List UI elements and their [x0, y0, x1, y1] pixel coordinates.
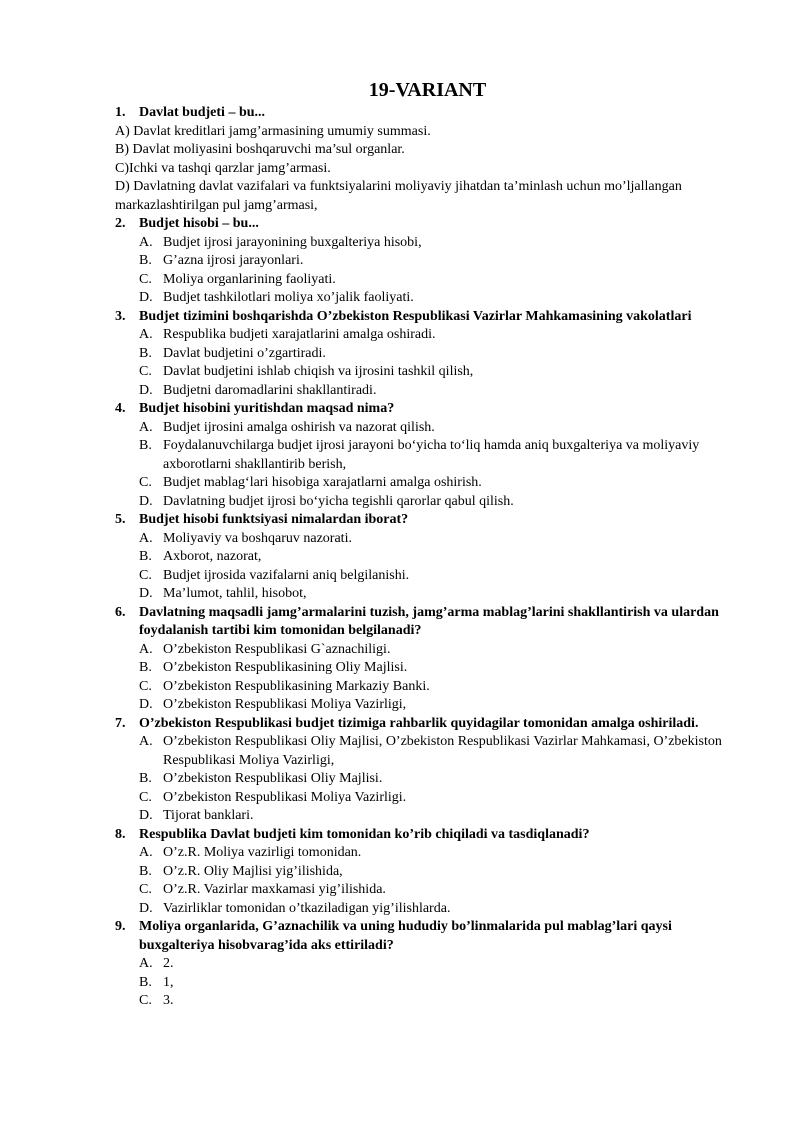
answer-option [139, 382, 740, 401]
option-text: O’zbekiston Respublikasining Markaziy Banki. [163, 678, 430, 694]
answer-option [139, 807, 740, 826]
option-text: Budjet ijrosini amalga oshirish va nazorat qilish. [163, 419, 435, 435]
option-letter: B. [139, 660, 152, 675]
question-label: Budjet tizimini boshqarishda O’zbekiston Respublikasi Vazirlar Mahkamasining vakolatlari [139, 308, 692, 324]
question-7 [115, 715, 740, 826]
option-text: O’z.R. Oliy Majlisi yig’ilishida, [163, 863, 343, 879]
option-letter: A. [139, 327, 153, 342]
option-text: O’zbekiston Respublikasi Oliy Majlisi, O’zbekiston Respublikasi Vazirlar Mahkamasi, O’zbekiston Respublikasi Moliya Vazirligi, [163, 734, 722, 768]
question-9 [115, 918, 740, 1011]
answer-option [139, 326, 740, 345]
option-letter: B. [139, 549, 152, 564]
option-letter: C. [139, 364, 152, 379]
answer-option [139, 345, 740, 364]
option-letter: A. [139, 845, 153, 860]
answer-option [139, 548, 740, 567]
option-letter: C. [139, 271, 152, 287]
question-label: Davlat budjeti – bu... [139, 105, 266, 120]
option-letter: B. [139, 253, 152, 268]
answer-option [139, 289, 740, 308]
option-letter: C. [139, 993, 152, 1008]
option-letter: C. [139, 789, 152, 805]
answer-option: D) Davlatning davlat vazifalari va funktsiyalarini moliyaviy jihatdan ta’minlash uchun mo’ljallangan markazlashtirilgan pul jamg’armasi, [115, 179, 682, 213]
option-text: G’azna ijrosi jarayonlari. [163, 253, 304, 268]
option-text: Budjet ijrosi jarayonining buxgalteriya hisobi, [163, 234, 422, 250]
question-text [115, 826, 740, 845]
option-letter: A. [139, 956, 153, 971]
answer-options [139, 733, 740, 826]
page-title: 19-VARIANT [368, 79, 487, 101]
option-text: O’zbekiston Respublikasi G`aznachiligi. [163, 641, 391, 657]
option-letter: A. [139, 234, 153, 250]
option-letter: D. [139, 808, 153, 823]
option-text: Davlat budjetini ishlab chiqish va ijrosini tashkil qilish, [163, 364, 474, 379]
option-letter: C. [139, 567, 152, 583]
answer-option [139, 992, 740, 1011]
question-label: Budjet hisobi funktsiyasi nimalardan iborat? [139, 512, 409, 527]
answer-option [139, 881, 740, 900]
option-text: Foydalanuvchilarga budjet ijrosi jarayoni bo‘yicha to‘liq hamda aniq buxgalteriya va moliyaviy axborotlarni shakllantirib berish, [163, 438, 700, 472]
answer-option [139, 234, 740, 253]
question-number: 7. [115, 715, 126, 731]
option-letter: B. [139, 863, 152, 879]
question-5 [115, 511, 740, 604]
option-text: Respublika budjeti xarajatlarini amalga oshiradi. [163, 327, 436, 342]
answer-option [139, 955, 740, 974]
question-6 [115, 604, 740, 715]
answer-option [139, 974, 740, 993]
answer-option [139, 252, 740, 271]
answer-option [139, 271, 740, 290]
answer-option [139, 530, 740, 549]
answer-option [139, 696, 740, 715]
question-label: Budjet hisobini yuritishdan maqsad nima? [139, 401, 395, 416]
option-text: Davlat budjetini o’zgartiradi. [163, 345, 326, 361]
option-letter: D. [139, 382, 153, 398]
option-text: 2. [163, 956, 174, 971]
answer-options [139, 326, 740, 400]
answer-option: C)Ichki va tashqi qarzlar jamg’armasi. [115, 160, 331, 176]
answer-option [139, 419, 740, 438]
option-text: Budjet mablag‘lari hisobiga xarajatlarni amalga oshirish. [163, 475, 482, 490]
question-number: 9. [115, 919, 126, 934]
option-text: O’z.R. Vazirlar maxkamasi yig’ilishida. [163, 882, 386, 897]
question-list [115, 215, 740, 1011]
answer-option [139, 659, 740, 678]
option-text: O’zbekiston Respublikasi Moliya Vazirligi. [163, 789, 407, 805]
answer-options [139, 955, 740, 1011]
option-letter: D. [139, 586, 153, 601]
answer-option [139, 789, 740, 808]
question-8 [115, 826, 740, 919]
question-text [115, 715, 740, 734]
answer-option [139, 641, 740, 660]
option-text: Moliyaviy va boshqaruv nazorati. [163, 530, 352, 546]
question-label: Davlatning maqsadli jamg’armalarini tuzish, jamg’arma mablag’larini shakllantirish va ulardan foydalanish tartibi kim tomonidan belgilanadi? [139, 604, 719, 638]
option-letter: C. [139, 678, 152, 694]
answer-options [139, 844, 740, 918]
question-2 [115, 215, 740, 308]
question-1 [115, 104, 740, 215]
option-text: Vazirliklar tomonidan o’tkaziladigan yig’ilishlarda. [163, 900, 451, 916]
option-letter: B. [139, 974, 152, 990]
answer-options [139, 641, 740, 715]
option-letter: A. [139, 734, 153, 749]
question-number: 1. [115, 105, 126, 120]
option-text: Moliya organlarining faoliyati. [163, 271, 336, 287]
answer-option [139, 770, 740, 789]
option-text: 3. [163, 993, 174, 1008]
question-3 [115, 308, 740, 401]
answer-option [139, 678, 740, 697]
question-4 [115, 400, 740, 511]
answer-option [139, 585, 740, 604]
answer-option: A) Davlat kreditlari jamg’armasining umumiy summasi. [115, 123, 431, 139]
option-text: Axborot, nazorat, [163, 549, 262, 564]
question-number: 2. [115, 216, 126, 231]
option-letter: A. [139, 419, 153, 435]
question-label: Respublika Davlat budjeti kim tomonidan ko’rib chiqiladi va tasdiqlanadi? [139, 826, 590, 842]
question-label: Moliya organlarida, G’aznachilik va uning hududiy bo’linmalarida pul mablag’lari qaysi buxgalteriya hisobvarag’ida aks ettiriladi? [139, 919, 672, 953]
answer-option [139, 567, 740, 586]
option-letter: B. [139, 771, 152, 786]
option-letter: D. [139, 900, 153, 916]
question-number: 3. [115, 308, 126, 324]
answer-option [139, 733, 740, 770]
answer-option [139, 474, 740, 493]
question-text [115, 308, 740, 327]
option-letter: B. [139, 438, 152, 453]
question-text [115, 400, 740, 419]
question-text [115, 104, 740, 123]
answer-options [139, 419, 740, 512]
option-text: Ma’lumot, tahlil, hisobot, [163, 586, 307, 601]
question-label: Budjet hisobi – bu... [139, 216, 259, 231]
option-letter: D. [139, 697, 153, 712]
option-text: Budjet tashkilotlari moliya xo’jalik faoliyati. [163, 290, 414, 305]
option-text: Tijorat banklari. [163, 808, 254, 823]
question-label: O’zbekiston Respublikasi budjet tizimiga rahbarlik quyidagilar tomonidan amalga oshiriladi. [139, 715, 699, 731]
answer-options [139, 530, 740, 604]
option-letter: A. [139, 641, 153, 657]
option-letter: D. [139, 493, 153, 509]
question-number: 4. [115, 401, 126, 416]
option-letter: A. [139, 530, 153, 546]
answer-option [139, 493, 740, 512]
option-text: 1, [163, 974, 174, 990]
question-text [115, 918, 740, 955]
question-number: 6. [115, 604, 126, 620]
question-text [115, 511, 740, 530]
question-number: 5. [115, 512, 126, 527]
answer-option: B) Davlat moliyasini boshqaruvchi ma’sul organlar. [115, 142, 405, 157]
answer-option [139, 844, 740, 863]
option-text: Budjetni daromadlarini shakllantiradi. [163, 382, 377, 398]
option-letter: B. [139, 345, 152, 361]
answer-options [139, 234, 740, 308]
option-text: Budjet ijrosida vazifalarni aniq belgilanishi. [163, 567, 410, 583]
option-text: O’zbekiston Respublikasi Moliya Vazirligi, [163, 697, 407, 712]
option-letter: C. [139, 882, 152, 897]
answer-option [139, 437, 740, 474]
answer-option [139, 900, 740, 919]
option-text: Davlatning budjet ijrosi bo‘yicha tegishli qarorlar qabul qilish. [163, 493, 514, 509]
option-text: O’zbekiston Respublikasining Oliy Majlisi. [163, 660, 408, 675]
option-text: O’z.R. Moliya vazirligi tomonidan. [163, 845, 362, 860]
option-letter: C. [139, 475, 152, 490]
answer-option [139, 363, 740, 382]
question-text [115, 215, 740, 234]
answer-option [139, 863, 740, 882]
option-text: O’zbekiston Respublikasi Oliy Majlisi. [163, 771, 383, 786]
question-text [115, 604, 740, 641]
question-number: 8. [115, 826, 126, 842]
option-letter: D. [139, 290, 153, 305]
